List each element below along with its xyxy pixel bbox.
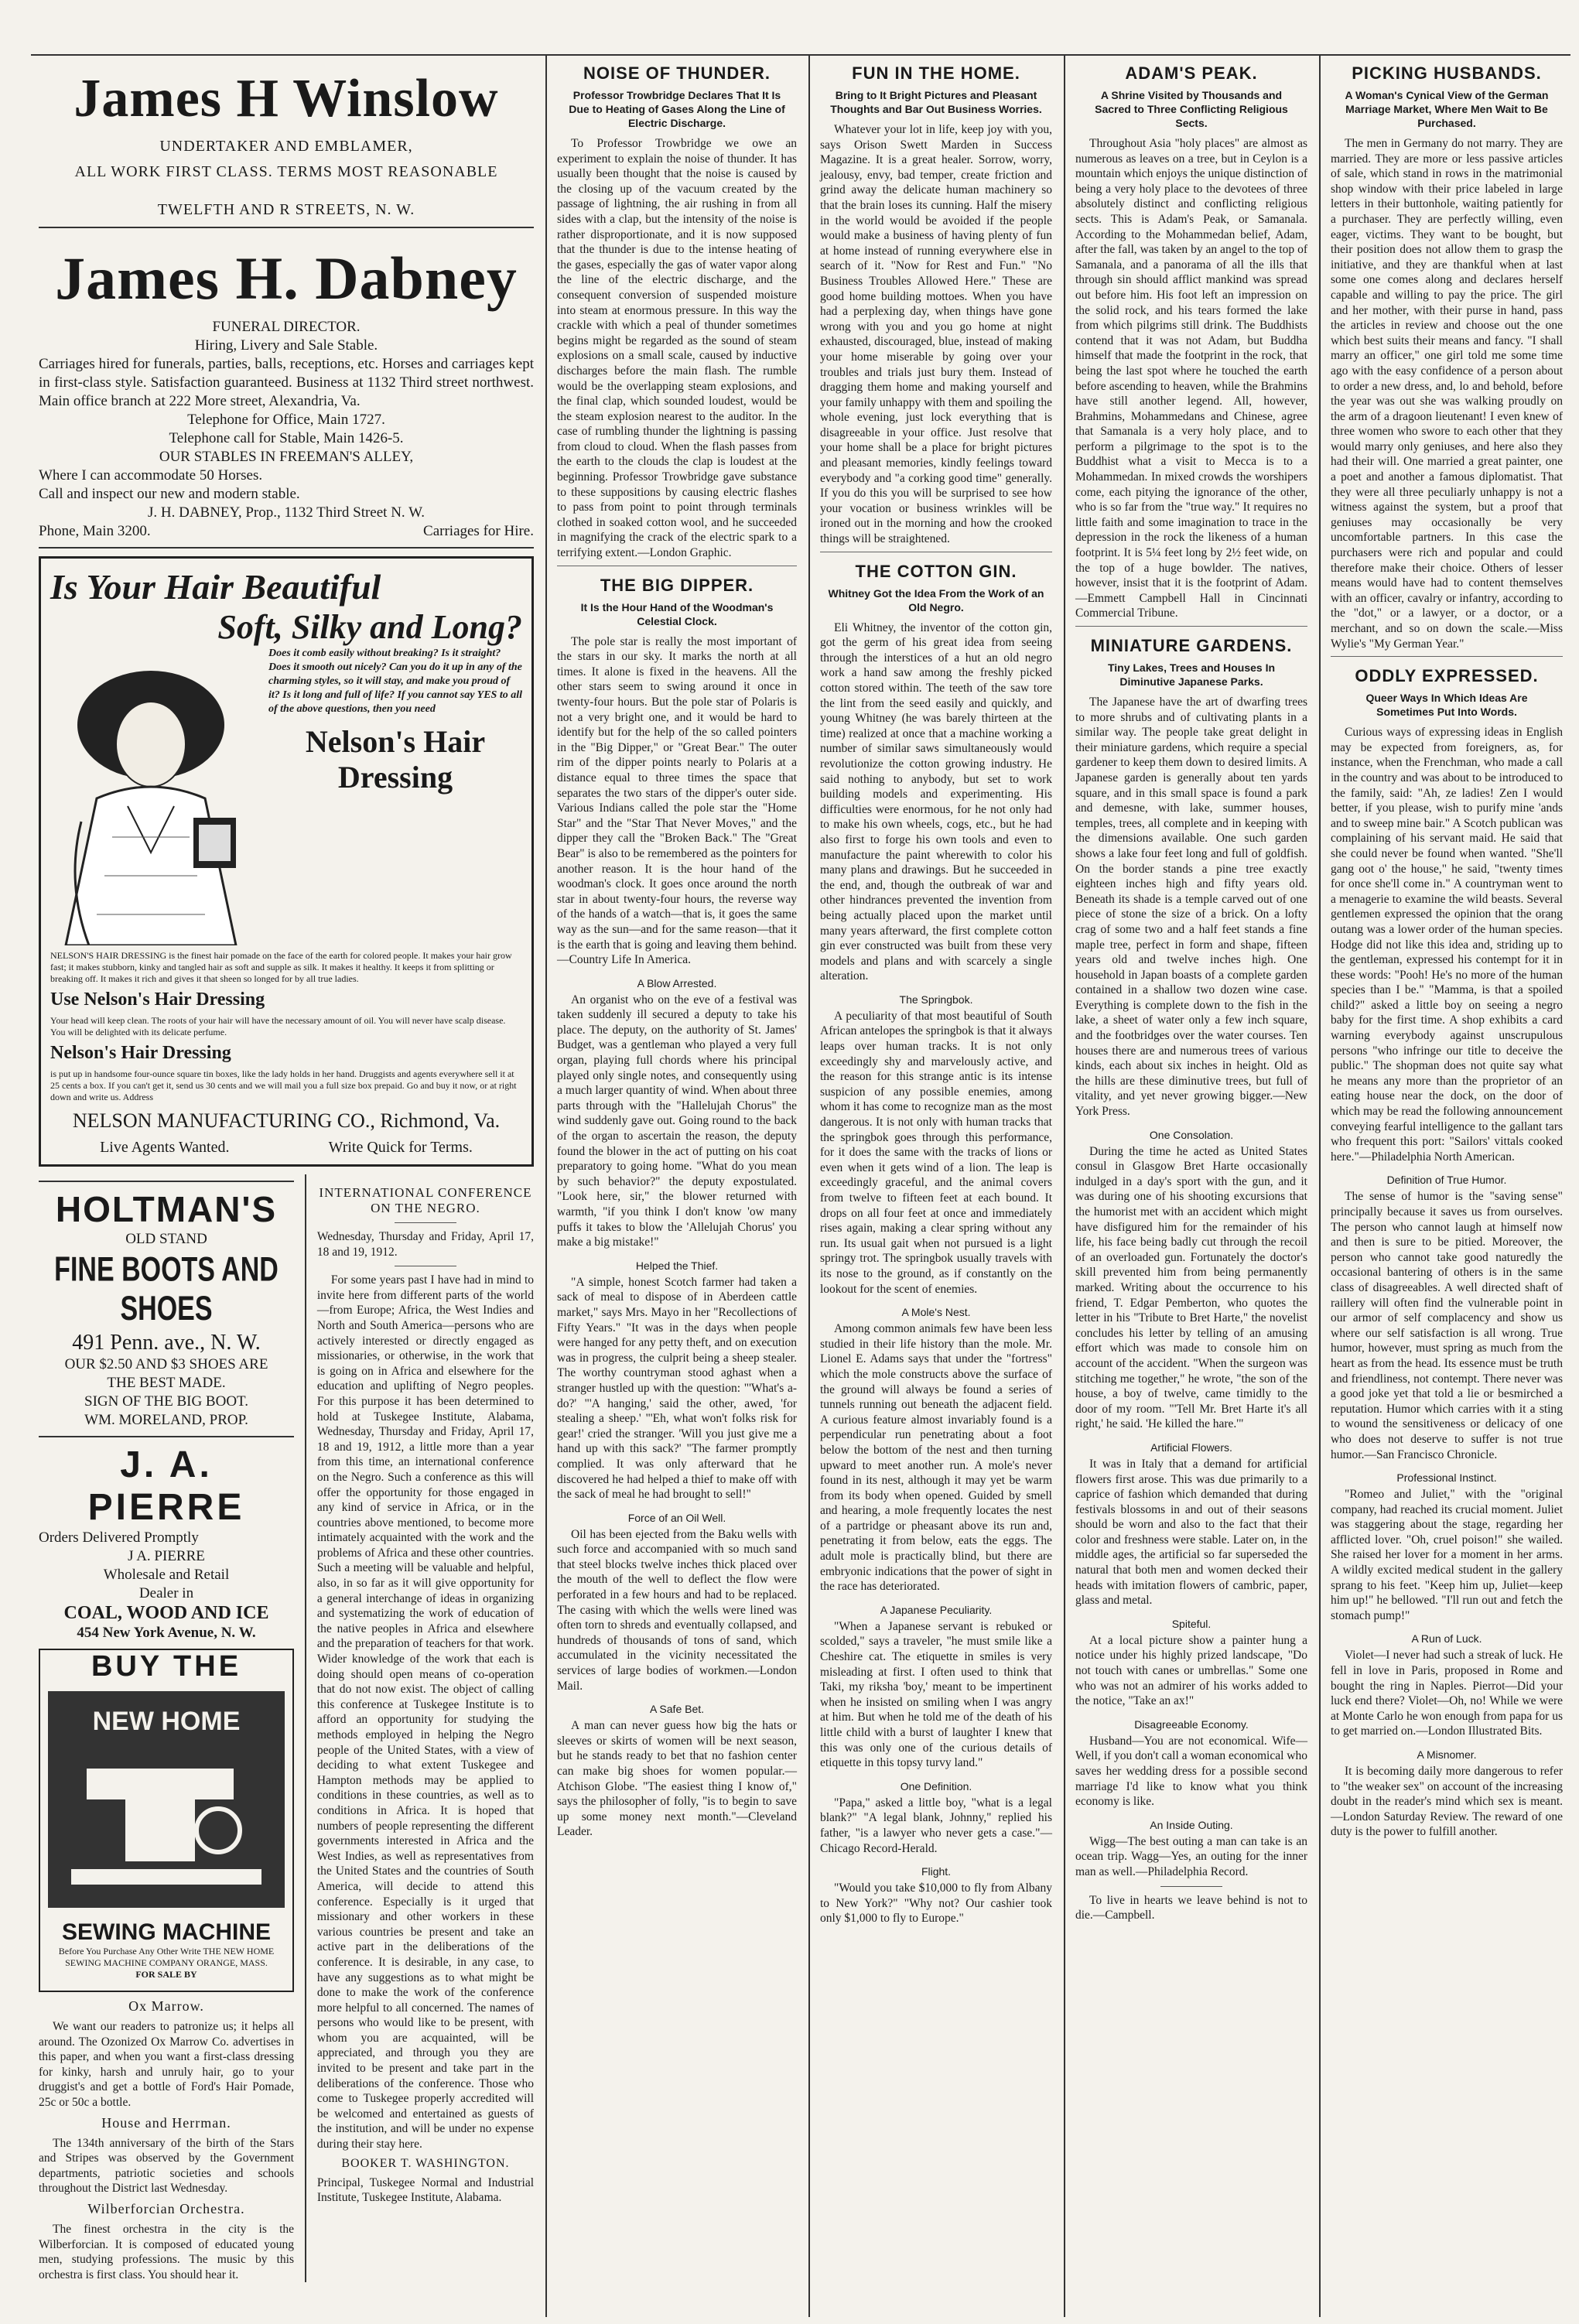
column-5 bbox=[1323, 54, 1570, 2313]
springbok-body: A peculiarity of that most beautiful of South African antelopes the springbok is that it always leaps over human tracks. It is not only exceedingly shy and marvelously active, and the reason for this strange antic is its intense suspicion of any possible enemies, among whom it has come to recognize man as the most dangerous. It is not only with human tracks that the springbok goes through this performance, for it does the same with the tracks of lions or even when it gets wind of a lion. The leap is exceedingly graceful, and the animal covers from twelve to fifteen feet at each bound. It drops on all four feet at once and immediately rises again, making a clear spring without any run. Its usual gait when not pursued is a light springy trot. The springbok usually travels with its nose to the ground, as if constantly on the lookout for the scent of enemies. bbox=[820, 1009, 1052, 1296]
dabney-title: FUNERAL DIRECTOR. bbox=[212, 319, 361, 335]
dabney-stables: OUR STABLES IN FREEMAN'S ALLEY, bbox=[159, 449, 414, 465]
column-ads bbox=[31, 54, 542, 2313]
fun-body: Whatever your lot in life, keep joy with you, says Orison Swett Marden in Success Magazine. It is a great healer. Sorrow, worry, jealousy, envy, bad temper, create friction and grind away the delicate human machinery so that the brain loses its cunning. Half the misery in the world would be avoided if the people would make a business of having plenty of fun at home instead of running everywhere else in search of it. "Now for Rest and Fun." "No Business Troubles Allowed Here." These are good home building mottoes. When you have had a perplexing day, when things have gone wrong with you and you go home at night exhausted, discouraged, blue, instead of making your home miserable by going over your troubles and trials just bury them. Instead of dragging them home and making yourself and your family unhappy with them and spoiling the whole evening, just lock everything that is disagreeable in your office. Just resolve that your home shall be a place for bright pictures and pleasant memories, kindly feelings toward everybody and "a corking good time" generally. If you do this you will be surprised to see how your vocation or business wrinkles will be ironed out in the morning and how the crooked things will be straightened. bbox=[820, 123, 1052, 546]
holtman-line3: SIGN OF THE BIG BOOT. bbox=[84, 1393, 248, 1410]
conf-body: For some years past I have had in mind to invite here from different parts of the world—from Europe; Africa, the West Indies and North and South America—persons who are actively interested or directly engaged as missionaries, or otherwise, in the work that is going on in Africa and elsewhere for the education and uplifting of Negro peoples. For this purpose it has been determined to hold at Tuskegee Institute, Alabama, Wednesday, Thursday and Friday, April 17, 18 and 19, 1912, a little more than a year from this time, an international conference on the Negro. Such a conference as this will offer the opportunity for those engaged in any kind of service in Africa, or in the countries above mentioned, to become more intimately acquainted with the work and the problems of Africa and these other countries. Such a meeting will be valuable and helpful, also, in so far as it will give opportunity for a general interchange of ideas in organizing and systematizing the work of education of the native peoples in Africa and elsewhere and the preparation of teachers for that work. Wider knowledge of the work that each is doing should open means of co-operation that do not now exist. The object of calling this conference at Tuskegee Institute is to afford an opportunity for studying the methods employed in helping the Negro people of the United States, with a view of deciding to what extent Tuskegee and Hampton methods may be applied to conditions in these countries, as well as to conditions in Africa. It is hoped that numbers of people representing the different governments interested in Africa and the West Indies, as well as representatives from the United States and the countries of South America, will decide to attend this conference. Especially is it urged that missionary and other workers in these various countries be present and take an active part in the deliberations of the conference. It is desirable, in any case, to have any suggestions as to what might be done to make the work of the conference more helpful to all concerned. The names of persons who would like to be present, with whom you are acquainted, will be appreciated, and through you they are invited to be present and take part in the deliberations of the conference. Those who come to Tuskegee properly accredited will be welcomed and entertained as guests of the institution, and will be under no expense during their stay here. bbox=[316, 1273, 534, 2151]
fun-title: FUN IN THE HOME. bbox=[852, 63, 1020, 83]
noise-body: To Professor Trowbridge we owe an experiment to explain the noise of thunder. It has usually been thought that the noise is caused by the closing up of the vacuum created by the passage of lightning, the air rushing in from all sides with a clap, but the intensity of the noise is rather disproportionate, and it is now supposed that the thunder is due to the intense heating of the gases, especially the gas of water vapor along the line of the electric discharge, and the consequent conversion of suspended moisture into steam at enormous pressure. In this way the crackle with which a peal of thunder sometimes begins might be regarded as the sound of steam explosions on a small scale, caused by inductive discharges before the main flash. The rumble would be the overlapping steam explosions, and the final clap, which sounded loudest, would be the steam explosion nearest to the auditor. In the case of rumbling thunder the lightning is passing from cloud to cloud. When the flash passes from the earth to the clouds the clap is loudest at the beginning. Professor Trowbridge gave substance to these suppositions by causing electric flashes to pass from point to point through terminals clothed in soaked cotton wool, and he succeeded in magnifying the crack of the electric spark to a terrifying extent.—London Graphic. bbox=[557, 137, 797, 560]
pierre-l4: Dealer in bbox=[138, 1585, 194, 1601]
fun-deck: Bring to It Bright Pictures and Pleasant Thoughts and Bar Out Business Worries. bbox=[830, 89, 1042, 115]
hair-brand2: Nelson's Hair Dressing bbox=[50, 1043, 231, 1063]
flowers-head: Artificial Flowers. bbox=[1150, 1441, 1232, 1454]
heart-body: To live in hearts we leave behind is not to die.—Campbell. bbox=[1075, 1893, 1307, 1922]
winslow-name: James H Winslow bbox=[73, 69, 499, 128]
hair-terms: Write Quick for Terms. bbox=[328, 1139, 473, 1156]
conf-title: INTERNATIONAL CONFERENCE ON THE NEGRO. bbox=[319, 1185, 532, 1215]
woman-illustration bbox=[50, 651, 259, 945]
noise-title: NOISE OF THUNDER. bbox=[583, 63, 771, 83]
dabney-name: James H. Dabney bbox=[55, 244, 518, 312]
flowers-body: It was in Italy that a demand for artificial flowers first arose. This was due primarily to a caprice of fashion which demanded that during festivals blossoms in and out of their seasons should be worn and also to the fact that their color and freshness were stable. Later on, in the middle ages, the artificial so far superseded the natural that both men and women decked their heads with imitation flowers of cambric, paper, glass and metal. bbox=[1075, 1457, 1307, 1608]
holtman-line1: OUR $2.50 AND $3 SHOES ARE bbox=[64, 1356, 268, 1372]
holtman-addr: 491 Penn. ave., N. W. bbox=[72, 1331, 261, 1355]
gin-deck: Whitney Got the Idea From the Work of an Old Negro. bbox=[828, 586, 1044, 613]
short-rule bbox=[395, 1222, 456, 1223]
holtman-sub: OLD STAND bbox=[125, 1231, 207, 1247]
instinct-body: "Romeo and Juliet," with the "original company, had reached its crucial moment. Juliet was staggering about the stage, regarding her afflicted lover. "Oh, cruel poison!" she wailed. She raised her lover for a moment in her arms. A wildly excited medical student in the gallery sprang to his feet. "Keep him up, Juliet—keep him up!" he bellowed. "I'll run out and fetch the stomach pump!" bbox=[1331, 1488, 1563, 1622]
frock-head: A Run of Luck. bbox=[1411, 1632, 1482, 1646]
dabney-tel1: Telephone for Office, Main 1727. bbox=[187, 412, 385, 428]
holtman-line4: WM. MORELAND, PROP. bbox=[84, 1412, 248, 1428]
consolation-head: One Consolation. bbox=[1149, 1128, 1234, 1141]
adams-title: ADAM'S PEAK. bbox=[1125, 63, 1258, 83]
economy-body: Husband—You are not economical. Wife—Well, if you don't call a woman economical who saves her wedding dress for a possible second marriage I'd like to know what you think economy is like. bbox=[1075, 1734, 1307, 1809]
oxmarrow-head: Ox Marrow. bbox=[128, 1998, 204, 2014]
safebet-body: A man can never guess how big the hats or sleeves or skirts of women will be next season, but he stands ready to bet that no fashion center can make big shoes for women popular.—Atchison Globe. "The easiest thing I know of," says the philosopher of folly, "is to begin to save up some money next month."—Cleveland Leader. bbox=[557, 1719, 797, 1839]
thief-body: "A simple, honest Scotch farmer had taken a sack of meal to dispose of in Aberdeen cattle market," says Mrs. Mayo in her "Recollections of Fifty Years." "It was in the days when people were hanged for any petty theft, and on execution was in progress, the culprit being a sheep stealer. The worthy countryman stood aghast when a stranger hustled up with the question: "'What's a-do?' "'A hanging,' said the other, awed, 'for stealing a sheep.' "'Eh, what won't folks risk for gear!' cried the stranger. 'Will you just give me a hand up with this sack?' "The farmer promptly complied. It was only afterward that he discovered he had helped a thief to make off with the sack of meal he had brought to sell!" bbox=[557, 1275, 797, 1502]
adams-deck: A Shrine Visited by Thousands and Sacred to Three Conflicting Religious Sects. bbox=[1095, 89, 1288, 129]
gin-body: Eli Whitney, the inventor of the cotton gin, got the germ of his great idea from seeing through the interstices of a hut an old negro work a hand saw among the freshly picked cotton stored within. The teeth of the saw tore the lint from the seed easily and quickly, and young Whitney (he was barely thirteen at the time) realized at once that a machine working a number of similar saws simultaneously would revolutionize the cotton growing industry. He said nothing to anybody, but set to work building models and experimenting. His difficulties were enormous, for he not only had to make his own wheels, cogs, etc., but he had also first to forge his own tools and even to manufacture the paint wherewith to color his many plans and drawings. But he succeeded in the end, and, though the outbreak of war and other hindrances prevented the invention from being actually placed upon the market until many years afterward, the first complete cotton gin ever constructed was built from these very models and plans and with scarcely a single alteration. bbox=[820, 620, 1052, 983]
hair-agents: is put up in handsome four-ounce square tin boxes, like the lady holds in her hand. Druggists and agents everywhere sell it at 25 cents a box. If you can't get it, send us 30 cents and we will mail you a full size box prepaid. Go and buy it now, or at right down and write us. Address bbox=[50, 1068, 517, 1102]
spiteful-body: At a local picture show a painter hung a notice under his highly prized landscape, "Do not touch with canes or umbrellas." Some one who was not an admirer of his works added to the notice, "Take an ax!" bbox=[1075, 1633, 1307, 1708]
oilwell-body: Oil has been ejected from the Baku wells with such force and accompanied with so much sand that steel blocks twelve inches thick placed over the mouth of the well to deflect the flow were perforated in a few hours and had to be replaced. The casing with which the wells were lined was often torn to shreds and eventually collapsed, and hundreds of thousands of tons of sand, which accumulated in the vicinity necessitated the services of large bodies of workmen.—London Mail. bbox=[557, 1527, 797, 1693]
husbands-deck: A Woman's Cynical View of the German Marriage Market, Where Men Wait to Be Purchased. bbox=[1345, 89, 1549, 129]
conf-dates: Wednesday, Thursday and Friday, April 17, 18 and 19, 1912. bbox=[316, 1230, 534, 1259]
minomer-head: A Misnomer. bbox=[1417, 1748, 1477, 1761]
woman-with-tin-illustration bbox=[50, 651, 259, 945]
divider bbox=[39, 547, 534, 549]
dabney-phone: Phone, Main 3200. bbox=[39, 523, 151, 539]
outing-body: Wigg—The best outing a man can take is an ocean trip. Wagg—Yes, an outing for the inner man as well.—Philadelphia Record. bbox=[1075, 1834, 1307, 1878]
minomer-body: It is becoming daily more dangerous to refer to "the weaker sex" on account of the increasing doubt in the reader's mind which sex is meant.—London Saturday Review. The reward of one duty is the power to fulfill another. bbox=[1331, 1765, 1563, 1839]
column-4 bbox=[1068, 54, 1315, 2313]
dabney-footer bbox=[39, 522, 534, 541]
humor-head: Definition of True Humor. bbox=[1386, 1174, 1507, 1187]
conf-sign2: Principal, Tuskegee Normal and Industrial Institute, Tuskegee Institute, Alabama. bbox=[316, 2175, 534, 2205]
outing-head: An Inside Outing. bbox=[1150, 1818, 1233, 1831]
hair-title1: Is Your Hair Beautiful bbox=[50, 567, 381, 607]
pierre-l5: COAL, WOOD AND ICE bbox=[63, 1603, 269, 1623]
column-rule bbox=[545, 54, 547, 2317]
column-3 bbox=[812, 54, 1060, 2313]
conference-article bbox=[317, 1174, 534, 2282]
oddly-body: Curious ways of expressing ideas in English may be expected from foreigners, as, for instance, when the Frenchman, who made a call in the country and was about to be introduced to the family, said: "Ah, ze ladies! Zen I would better, if you please, wish to purify mine 'ands and to sweep mine bair." A Scotch publican was complaining of his servant maid. He said that she could never be found when wanted. "She'll gang oot o' the house," he said, "twenty times for once she'll come in." A countryman went to a menagerie to examine the wild beasts. Several gentlemen expressed the opinion that the orang outang was a lower order of the human species. Hodge did not like this idea and, striding up to the gentleman, expressed his contempt for it in these words: "Pooh! He's no more of the human species than I be." "Mamma, is that a spoiled child?" asked a little boy on seeing a negro baby for the first time. A shop exhibits a card warning everybody against unscrupulous persons "who infringe our title to deceive the public." The shopman does not quite say what he means any more than the proprietor of an eating house near the dock, on the door of which may be read the following announcement conveying fearful intelligence to the gallant tars who frequent this port: "Sailors' vittals cooked here."—Philadelphia North American. bbox=[1331, 726, 1563, 1164]
gardens-deck: Tiny Lakes, Trees and Houses In Diminutive Japanese Parks. bbox=[1107, 661, 1276, 688]
sewing-machine-label: SEWING MACHINE bbox=[62, 1919, 271, 1945]
divider bbox=[39, 227, 534, 228]
consolation-body: During the time he acted as United States consul in Glasgow Bret Harte occasionally indulged in a day's sport with the gun, and it was during one of his shooting excursions that the humorist met with an accident which might have disfigured him for the remainder of his life, his face being badly cut through the recoil of an overloaded gun. Fortunately the doctor's skill prevented him from being permanently marked. Writing about the occurrence to his friend, T. Edgar Pemberton, who quotes the letter in his "Tribute to Bret Harte," the novelist concludes his letter by telling of an amusing effort which was made to console him on account of the accident. "When the surgeon was stitching me together," he wrote, "the son of the house, a boy of twelve, came timidly to the door of my room. "'Tell Mr. Bret Harte it's all right,' he said. 'He killed the hare.'" bbox=[1075, 1144, 1307, 1431]
dabney-ad bbox=[39, 244, 534, 541]
sewing-machine-illustration bbox=[40, 1683, 292, 1916]
hair-questions: Does it comb easily without breaking? Is it straight? Does it smooth out nicely? Can you do it up in any of the charming styles, so it will stay, and make you proud of it? Is it long and full of life? If you cannot say YES to all of the above questions, then you need bbox=[268, 648, 523, 715]
humor-body: The sense of humor is the "saving sense" principally because it saves us from ourselves. The person who cannot laugh at himself now and then is sure to be pitied. Moreover, the person who cannot take good naturedly the occasional bantering of others is in the same class of disagreeables. A well directed shaft of raillery will often find the vulnerable point in our armor of self complacency and show us where our self satisfaction is all wrong. True humor, however, must spring as much from the heart as from the head. Its essence must be truth and friendliness, not contempt. There never was a good joke yet that told a lie or besmirched a reputation. Humor which carries with it a sting to wound the sensitiveness or delicacy of one who does not deserve to suffer is not true humor.—San Francisco Chronicle. bbox=[1331, 1190, 1563, 1461]
divider bbox=[1331, 656, 1563, 657]
winslow-line3: TWELFTH AND R STREETS, N. W. bbox=[157, 201, 415, 218]
dabney-body: Carriages hired for funerals, parties, balls, receptions, etc. Horses and carriages kept in first-class style. Satisfaction guaranteed. Business at 1132 Third street northwest. Main office branch at 222 More street, Alexandria, Va. bbox=[39, 356, 534, 409]
inner-rule bbox=[305, 1174, 306, 2282]
column-rule bbox=[808, 54, 810, 2317]
hair-wanted: Live Agents Wanted. bbox=[100, 1139, 230, 1156]
hair-title2: Soft, Silky and Long? bbox=[217, 608, 522, 646]
divider bbox=[1075, 626, 1307, 627]
holtman-line2: THE BEST MADE. bbox=[107, 1375, 226, 1391]
column-rule bbox=[1064, 54, 1065, 2317]
holtman-fine: FINE BOOTS AND SHOES bbox=[54, 1250, 279, 1328]
winslow-ad bbox=[39, 68, 534, 219]
lower-left-ads bbox=[39, 1174, 294, 2282]
dipper-title: THE BIG DIPPER. bbox=[600, 575, 754, 595]
definition-head: One Definition. bbox=[900, 1779, 972, 1793]
husbands-title: PICKING HUSBANDS. bbox=[1352, 63, 1542, 83]
house-head: House and Herrman. bbox=[101, 2114, 231, 2131]
gardens-body: The Japanese have the art of dwarfing trees to more shrubs and of cultivating plants in a similar way. The people take great delight in their miniature gardens, which require a special gardener to keep them down to desired limits. A Japanese garden is generally about ten yards square, and in this small space is found a park and demesne, with lake, summer houses, temples, trees, all complete and in keeping with the dimensions available. One such garden shows a lake four feet long and full of goldfish. On the border stands a pine tree exactly eighteen inches high and fifty years old. Beneath its shade is a temple carved out of one piece of stone the size of a brick. On a lofty crag of some two and a half feet stands a fine maple tree, perfect in form and shape, fifteen years old and twelve inches high. One household in Japan boasts of a complete garden contained in a shallow two dozen wine case. Everything is complete down to the fish in the lake, a sheet of water only a few inch square, and the footbridges over the water courses. Ten houses there are and numerous trees of various kinds, each about six inches in height. Old as the hills are these diminutive trees, but full of vitality, and yet never growing bigger.—New York Press. bbox=[1075, 695, 1307, 1119]
column-2 bbox=[549, 54, 805, 2313]
column-rule bbox=[1319, 54, 1321, 2317]
oxmarrow-body: We want our readers to patronize us; it helps all around. The Ozonized Ox Marrow Co. advertises in this paper, and when you want a first-class dressing for kinky, harsh and unruly hair, go to your druggist's and get a bottle of Ford's Hair Pomade, 25c or 50c a bottle. bbox=[39, 2020, 294, 2109]
instinct-head: Professional Instinct. bbox=[1396, 1471, 1497, 1485]
molesnest-head: A Mole's Nest. bbox=[901, 1306, 971, 1319]
sewing-fine: Before You Purchase Any Other Write THE NEW HOME SEWING MACHINE COMPANY ORANGE, MASS. bbox=[58, 1946, 275, 1968]
gardens-title: MINIATURE GARDENS. bbox=[1090, 636, 1293, 655]
dipper-deck: It Is the Hour Hand of the Woodman's Celestial Clock. bbox=[580, 600, 774, 627]
dabney-prop: J. H. DABNEY, Prop., 1132 Third Street N. W. bbox=[147, 504, 426, 521]
conf-sign1: BOOKER T. WASHINGTON. bbox=[341, 2156, 510, 2170]
flight-head: Flight. bbox=[921, 1865, 952, 1878]
dabney-call: Call and inspect our new and modern stable. bbox=[39, 486, 300, 502]
adams-body: Throughout Asia "holy places" are almost as numerous as leaves on a tree, but in Ceylon is a mountain which enjoys the unique distinction of being a very holy place to the devotees of three absolutely distinct and conflicting religious sects. This is Adam's Peak, or Samanala. According to the Mohammedan belief, Adam, after the fall, was taken by an angel to the top of Samanala, and a panorama of all the ills that through sin should afflict mankind was spread out before him. His foot left an impression on the solid rock, and his tears formed the lake from which pilgrims still drink. The Buddhists contend that it was not Adam, but Buddha himself that made the footprint in the rock, that being the last spot where he touched the earth before ascending to heaven, while the Brahmins have still another legend. All, however, Brahmins, Mohammedans and Chinese, agree that Samanala is a very holy place, and to perform a pilgrimage to the spot is to the Buddhist what a visit to Mecca is to a Mohammedan. In mixed crowds the worshipers come, each pitying the ignorance of the other, who is so far from the "true way." It requires no little faith and some imagination to trace in the depression in the rock the likeness of a human footprint. It is 5¼ feet long by 2½ feet wide, on the top of a huge bowlder. The natives, however, insist that it is the footprint of Adam.—Emmett Campbell Hall in Cincinnati Commercial Tribune. bbox=[1075, 137, 1307, 620]
oddly-deck: Queer Ways In Which Ideas Are Sometimes Put Into Words. bbox=[1365, 692, 1528, 719]
wilber-head: Wilberforcian Orchestra. bbox=[87, 2200, 245, 2216]
dipper-body: The pole star is really the most important of the stars in our sky. It marks the north at all times. It alone is fixed in the heavens. All the other stars seem to swing around it once in twenty-four hours. But the pole star of Polaris is not a very bright one, and it would be hard to identify but for the help of the so called pointers in the "Big Dipper," or "Great Bear." The outer rim of the dipper points nearly to Polaris at a distance equal to three times the space that separates the two stars of the dipper's outer side. Various Indians called the pole star the "Home Star" and the "Star That Never Moves," and the dipper they call the "Broken Back." The "Great Bear" is also to be remembered as the pointers for another reason. It is the hour hand of the woodman's clock. It goes once around the north star in about twenty-four hours, the reverse way of the hands of a watch—that is, it goes the same way as the sun—and for the same reason—that it is the earth that is going and leaving them behind.—Country Life In America. bbox=[557, 634, 797, 967]
japanese-head: A Japanese Peculiarity. bbox=[880, 1603, 993, 1616]
dabney-tel2: Telephone call for Stable, Main 1426-5. bbox=[169, 430, 404, 446]
oilwell-head: Force of an Oil Well. bbox=[627, 1511, 726, 1524]
gin-title: THE COTTON GIN. bbox=[855, 561, 1017, 581]
newspaper-page bbox=[31, 54, 1570, 2317]
oddly-title: ODDLY EXPRESSED. bbox=[1355, 666, 1539, 686]
divider bbox=[39, 1436, 294, 1437]
pierre-name: J. A. PIERRE bbox=[87, 1444, 245, 1528]
short-rule bbox=[1160, 1886, 1222, 1887]
house-body: The 134th anniversary of the birth of the Stars and Stripes was observed by the Government departments, patriotic societies and schools throughout the District last Wednesday. bbox=[39, 2136, 294, 2196]
sewing-forsale: FOR SALE BY bbox=[135, 1969, 197, 1980]
divider bbox=[39, 1181, 294, 1182]
spiteful-head: Spiteful. bbox=[1171, 1617, 1212, 1630]
hair-use: Use Nelson's Hair Dressing bbox=[50, 989, 265, 1010]
thief-head: Helped the Thief. bbox=[635, 1259, 719, 1272]
pierre-l2: J A. PIERRE bbox=[128, 1548, 205, 1564]
springbok-head: The Springbok. bbox=[899, 993, 973, 1006]
wilber-body: The finest orchestra in the city is the Wilberforcian. It is composed of educated young men, studying professions. The music by this orchestra is first class. You should hear it. bbox=[39, 2222, 294, 2281]
pierre-l6: 454 New York Avenue, N. W. bbox=[77, 1625, 256, 1641]
pierre-l1: Orders Delivered Promptly bbox=[39, 1529, 199, 1546]
hair-footer bbox=[50, 1139, 522, 1157]
dabney-where: Where I can accommodate 50 Horses. bbox=[39, 467, 263, 484]
winslow-line2: ALL WORK FIRST CLASS. TERMS MOST REASONABLE bbox=[74, 163, 498, 180]
hair-desc: NELSON'S HAIR DRESSING is the finest hair pomade on the face of the earth for colored people. It makes your hair grow fast; it makes stubborn, kinky and tangled hair as soft and supple as silk. It makes it healthy. It keeps it from splitting or breaking off. It makes it rich and gives it that sheen so longed for by all true ladies. bbox=[50, 950, 512, 984]
dabney-carriages: Carriages for Hire. bbox=[423, 523, 534, 539]
safebet-head: A Safe Bet. bbox=[649, 1703, 705, 1716]
noise-deck: Professor Trowbridge Declares That It Is Due to Heating of Gases Along the Line of Electric Discharge. bbox=[569, 89, 785, 129]
hair-company: NELSON MANUFACTURING CO., Richmond, Va. bbox=[72, 1109, 501, 1132]
molesnest-body: Among common animals few have been less studied in their life history than the mole. Mr. Lionel E. Adams says that under the "fortress" which the mole constructs above the surface of the ground will always be found a series of tunnels running out beneath the adjacent field. A curious feature almost invariably found is a perpendicular run penetrating about a foot below the bottom of the nest and then turning upward to meet another run. A mole's never found in its nest, although it may yet be warm from its body when opened. Guided by smell and hearing, a mole frequently locates the nest of a partridge or pheasant above its run and, penetrating it from below, eats the eggs. The adult mole is practically blind, but there are embryonic indications that the power of sight in the race has deteriorated. bbox=[820, 1322, 1052, 1594]
frock-body: Violet—I never had such a streak of luck. He fell in love in Paris, proposed in Rome and bought the ring in Naples. Pierrot—Did your luck end there? Violet—Oh, no! While we were at Monte Carlo he won enough from papa for us to get married on.—London Illustrated Bits. bbox=[1331, 1649, 1563, 1738]
holtman-name: HOLTMAN'S bbox=[55, 1189, 278, 1229]
lower-ads-row bbox=[39, 1174, 534, 2282]
pierre-l3: Wholesale and Retail bbox=[103, 1567, 230, 1583]
sewing-brand: NEW HOME bbox=[92, 1707, 241, 1736]
sewing-machine-ad bbox=[39, 1649, 294, 1992]
flight-body: "Would you take $10,000 to fly from Albany to New York?" "Why not? Our cashier took only $1,000 to fly to Europe." bbox=[820, 1881, 1052, 1926]
hair-use2: Your head will keep clean. The roots of your hair will have the necessary amount of oil. You will never have scalp disease. You will be delighted with its delicate perfume. bbox=[50, 1015, 506, 1037]
arrested-body: An organist who on the eve of a festival was taken suddenly ill secured a deputy to take his place. The deputy, on the authority of St. James' Budget, was a gentleman who played a very full organ, playing full chords where his principal played only single notes, and consequently using a much larger quantity of wind. When about three parts through with the "Hallelujah Chorus" the wind suddenly gave out. Going round to the back of the organ to ascertain the reason, the deputy found the blower in the act of putting on his coat preparatory to going home. "What do you mean by such behavior?" the deputy expostulated. "Look here, sir," the blower returned with warmth, "if you think I don't know 'ow many puffs it takes to blow the 'Allelujah Chorus' you make a big mistake!" bbox=[557, 993, 797, 1249]
hair-brand: Nelson's Hair Dressing bbox=[305, 724, 486, 795]
japanese-body: "When a Japanese servant is rebuked or scolded," says a traveler, "he must smile like a Cheshire cat. The etiquette in smiles is very misleading at first. I often used to think that Taki, my riksha 'boy,' meant to be impertinent when he insisted on smiling when I was angry at him. But when he told me of the death of his little child with a burst of laughter I knew that this was only one of the curious details of etiquette in this topsy turvy land." bbox=[820, 1619, 1052, 1770]
husbands-body: The men in Germany do not marry. They are married. They are more or less passive articles of sale, which stand in rows in the matrimonial shop window with their price labeled in large letters in their buttonhole, waiting patiently for a purchaser. They are perfectly willing, even eager, victims. They want to be bought, but their position does not allow them to grasp the initiative, and they are thankful when at last some one comes along and declares herself capable and willing to pay the price. The girl and her mother, with their purse in hand, pass the articles in review and choose out the one which best suits their means and fancy. "I shall marry an officer," one girl told me some time ago with the easy confidence of a person about to order a new dress, and, lo and behold, before the year was out she was walking proudly on the arm of a dragoon lieutenant! I even knew of three women who swore to each other that they would marry only geniuses, and here also they had their will. One married a great painter, one a poet and another a famous diplomatist. That they were all three peculiarly unhappy is not a witness against the system, but a proof that geniuses may occasionally be very uncomfortable partners. In this case the purchasers were rich and popular and could therefore make their choice. Others of lesser means would have had to content themselves with an officer, cavalry or infantry, according to the "dot," or a lawyer, or a doctor, or a merchant, and so on down the scale.—Miss Wylie's "My German Year." bbox=[1331, 137, 1563, 651]
sewing-buy: BUY THE bbox=[91, 1650, 242, 1683]
winslow-line1: UNDERTAKER AND EMBLAMER, bbox=[159, 138, 413, 155]
definition-body: "Papa," asked a little boy, "what is a legal blank?" "A legal blank, Johnny," replied his father, "is a lawyer who never gets a case."—Chicago Record-Herald. bbox=[820, 1796, 1052, 1855]
dabney-hiring: Hiring, Livery and Sale Stable. bbox=[194, 337, 378, 354]
hair-ad bbox=[39, 556, 534, 1167]
economy-head: Disagreeable Economy. bbox=[1134, 1717, 1249, 1731]
arrested-head: A Blow Arrested. bbox=[637, 976, 717, 989]
